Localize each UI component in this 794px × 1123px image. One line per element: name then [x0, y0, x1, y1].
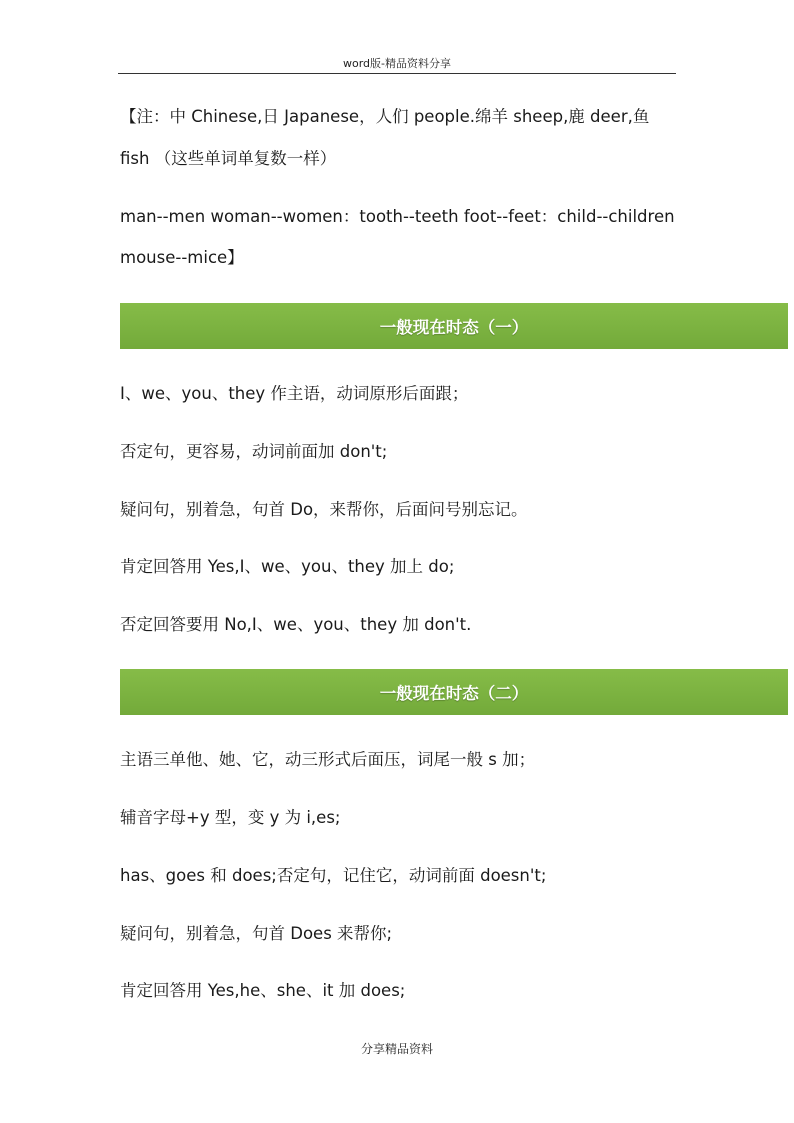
note-line-1: 【注：中 Chinese,日 Japanese，人们 people.绵羊 sheep,鹿 deer,鱼	[120, 107, 650, 126]
section1-line-4: 肯定回答用 Yes,I、we、you、they 加上 do;	[120, 557, 455, 576]
section2-line-2: 辅音字母+y 型，变 y 为 i,es;	[120, 808, 341, 827]
section1-line-2: 否定句，更容易，动词前面加 don't;	[120, 442, 388, 461]
section2-line-5: 肯定回答用 Yes,he、she、it 加 does;	[120, 981, 406, 1000]
note-line-2: fish （这些单词单复数一样）	[120, 149, 337, 168]
section-title-2: 一般现在时态（二）	[379, 684, 529, 703]
section-banner-1	[120, 303, 788, 349]
page-footer: 分享精品资料	[360, 1042, 433, 1056]
section1-line-1: I、we、you、they 作主语，动词原形后面跟；	[120, 384, 469, 403]
section2-line-1: 主语三单他、她、它，动三形式后面压，词尾一般 s 加；	[120, 750, 536, 769]
section1-line-3: 疑问句，别着急，句首 Do，来帮你，后面问号别忘记。	[120, 500, 528, 519]
section2-line-4: 疑问句，别着急，句首 Does 来帮你;	[120, 924, 393, 943]
note-line-3: man--men woman--women：tooth--teeth foot--feet：child--children	[120, 207, 675, 226]
page-header: word版-精品资料分享	[342, 57, 451, 70]
section2-line-3: has、goes 和 does;否定句，记住它，动词前面 doesn't;	[120, 866, 547, 885]
section-banner-2	[120, 669, 788, 715]
header-divider	[118, 73, 676, 74]
note-line-4: mouse--mice】	[120, 248, 244, 267]
section-title-1: 一般现在时态（一）	[379, 318, 529, 337]
section1-line-5: 否定回答要用 No,I、we、you、they 加 don't.	[120, 615, 472, 634]
